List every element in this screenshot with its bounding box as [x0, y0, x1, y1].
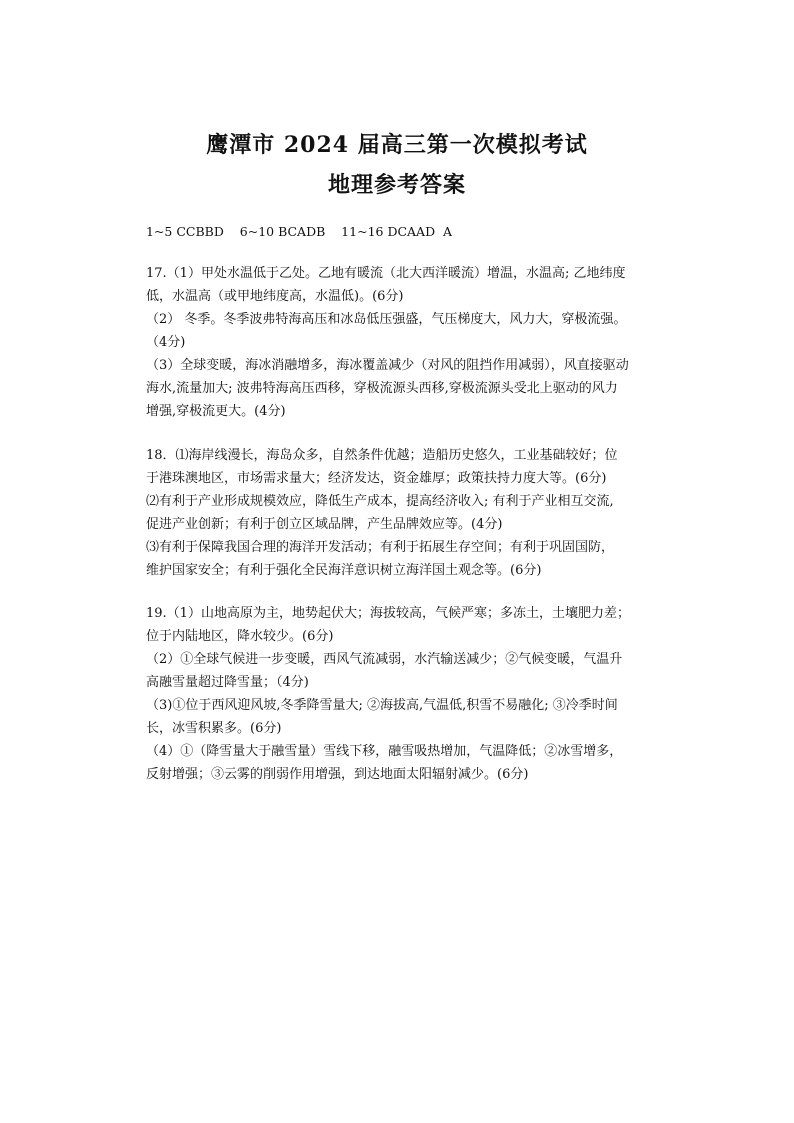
answer-line: 位于内陆地区，降水较少。(6分) [146, 629, 334, 644]
answer-line: 维护国家安全；有利于强化全民海洋意识树立海洋国土观念等。(6分) [146, 563, 542, 578]
answer-line: （3）全球变暖，海冰消融增多，海冰覆盖减少（对风的阻挡作用减弱），风直接驱动 [146, 358, 629, 373]
answer-line: 海水,流量加大; 波弗特海高压西移，穿极流源头西移,穿极流源头受北上驱动的风力 [146, 381, 618, 396]
answer-line: ⑵有利于产业形成规模效应，降低生产成本，提高经济收入; 有利于产业相互交流, [146, 494, 614, 509]
answer-line: 于港珠澳地区，市场需求量大；经济发达，资金雄厚；政策扶持力度大等。(6分) [146, 471, 607, 486]
question-17-answer [146, 262, 676, 423]
answer-line: （2） 冬季。冬季波弗特海高压和冰岛低压强盛，气压梯度大，风力大，穿极流强。 [146, 312, 627, 327]
answer-line: 高融雪量超过降雪量；（4分) [146, 675, 309, 690]
answer-line: （4分) [146, 335, 186, 350]
answer-line: 17.（1）甲处水温低于乙处。乙地有暖流（北大西洋暖流）增温，水温高; 乙地纬度 [146, 266, 626, 281]
multiple-choice-answers: 1~5 CCBBD 6~10 BCADB 11~16 DCAAD A [146, 224, 453, 239]
answer-line: ⑶有利于保障我国合理的海洋开发活动；有利于拓展生存空间；有利于巩固国防， [146, 540, 615, 555]
question-19-answer [146, 602, 676, 786]
page-subtitle: 地理参考答案 [327, 172, 466, 198]
answer-line: 长，冰雪积累多。(6分) [146, 721, 282, 736]
answer-line: 低，水温高（或甲地纬度高，水温低)。(6分) [146, 289, 404, 304]
answer-line: （3)①位于西风迎风坡,冬季降雪量大; ②海拔高,气温低,积雪不易融化; ③冷季时间 [146, 698, 618, 713]
answer-line: 促进产业创新；有利于创立区域品牌，产生品牌效应等。(4分) [146, 517, 503, 532]
question-18-answer [146, 444, 676, 582]
answer-line: （2）①全球气候进一步变暖，西风气流减弱，水汽输送减少；②气候变暖，气温升 [146, 652, 623, 667]
answer-line: 18．⑴海岸线漫长，海岛众多，自然条件优越；造船历史悠久，工业基础较好；位 [146, 448, 618, 463]
answer-line: （4）①（降雪量大于融雪量）雪线下移，融雪吸热增加，气温降低；②冰雪增多， [146, 744, 623, 759]
page-title: 鹰潭市 2024 届高三第一次模拟考试 [206, 132, 588, 158]
answer-line: 反射增强；③云雾的削弱作用增强，到达地面太阳辐射减少。(6分) [146, 767, 529, 782]
answer-line: 增强,穿极流更大。(4分) [146, 404, 286, 419]
answer-line: 19.（1）山地高原为主，地势起伏大；海拔较高，气候严寒；多冻土，土壤肥力差； [146, 606, 630, 621]
